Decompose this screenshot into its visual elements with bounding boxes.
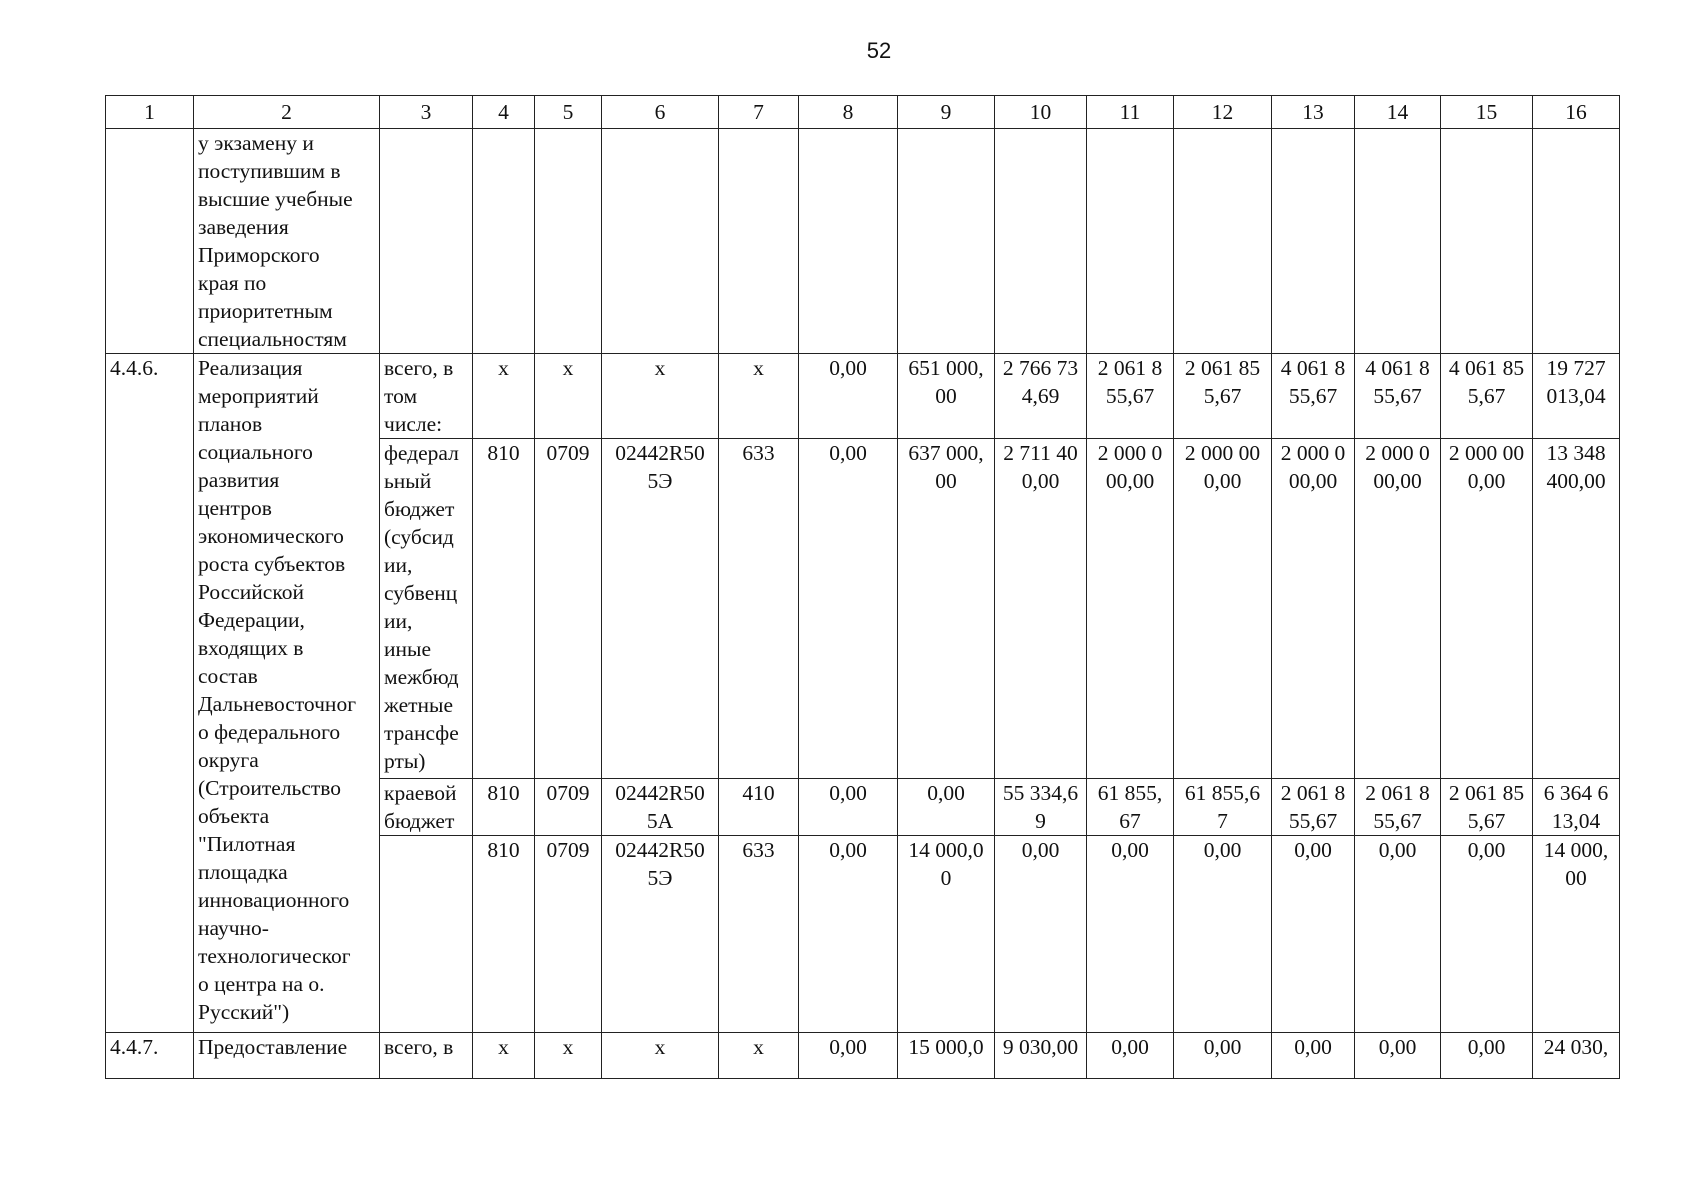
value-col-15 bbox=[1441, 1033, 1533, 1079]
text-line: 0,00 bbox=[1467, 838, 1506, 862]
text-line: том bbox=[384, 384, 418, 408]
value-col-10 bbox=[995, 354, 1087, 439]
text-line: у экзамену и bbox=[198, 131, 314, 155]
value-col-11 bbox=[1087, 1033, 1174, 1079]
text-line: 6 364 6 bbox=[1543, 781, 1609, 805]
value-col-9 bbox=[898, 1033, 995, 1079]
target-article-code bbox=[602, 1033, 719, 1079]
text-line: субвенц bbox=[384, 581, 458, 605]
text-line: 24 030, bbox=[1543, 1035, 1609, 1059]
text-line: 4,69 bbox=[1021, 384, 1060, 408]
text-line: рты) bbox=[384, 749, 426, 773]
value-col-11 bbox=[1087, 354, 1174, 439]
value-col-9 bbox=[898, 836, 995, 1033]
value-col-16 bbox=[1533, 779, 1620, 836]
text-line: 55,67 bbox=[1288, 384, 1338, 408]
text-line: числе: bbox=[384, 412, 443, 436]
col-header-4: 4 bbox=[473, 96, 535, 129]
text-line: 55,67 bbox=[1105, 384, 1155, 408]
text-line: 0,00 bbox=[1378, 1035, 1417, 1059]
text-line: 2 061 8 bbox=[1280, 781, 1346, 805]
col-header-10: 10 bbox=[995, 96, 1087, 129]
text-line: 61 855,6 bbox=[1184, 781, 1261, 805]
text-line: заведения bbox=[198, 215, 289, 239]
text-line: 0,00 bbox=[1111, 838, 1149, 862]
value-col-16 bbox=[1533, 1033, 1620, 1079]
col-header-8: 8 bbox=[799, 96, 898, 129]
text-line: х bbox=[654, 356, 666, 380]
column-numbers-row bbox=[106, 96, 1620, 129]
text-line: 2 061 8 bbox=[1097, 356, 1163, 380]
text-line: 0,00 bbox=[1294, 1035, 1332, 1059]
expense-type-code: 633 bbox=[719, 439, 799, 779]
text-line: о федерального bbox=[198, 720, 341, 744]
text-line: 0,00 bbox=[1203, 469, 1242, 493]
value-col-14 bbox=[1355, 836, 1441, 1033]
value-col-11 bbox=[1087, 439, 1174, 779]
text-line: 0,00 bbox=[1467, 469, 1506, 493]
text-line: 00,00 bbox=[1105, 469, 1155, 493]
col-header-12: 12 bbox=[1174, 96, 1272, 129]
text-line: 02442R50 bbox=[615, 781, 705, 805]
text-line: ьный bbox=[384, 469, 432, 493]
value-col-8 bbox=[799, 439, 898, 779]
value-col-15 bbox=[1441, 439, 1533, 779]
funding-source bbox=[380, 439, 473, 779]
text-line: Дальневосточног bbox=[198, 692, 357, 716]
col-header-15: 15 bbox=[1441, 96, 1533, 129]
text-line: 2 000 00 bbox=[1184, 441, 1261, 465]
target-article-code bbox=[602, 439, 719, 779]
funding-source bbox=[380, 836, 473, 1033]
grbs-code: 810 bbox=[473, 779, 535, 836]
text-line: 5А bbox=[646, 809, 674, 833]
text-line: 2 711 40 bbox=[1003, 441, 1078, 465]
text-line: 15 000,0 bbox=[908, 1035, 984, 1059]
col-header-3: 3 bbox=[380, 96, 473, 129]
cont-number-cell bbox=[106, 129, 194, 354]
text-line: 0,00 bbox=[829, 781, 867, 805]
col-header-14: 14 bbox=[1355, 96, 1441, 129]
text-line: о центра на о. bbox=[198, 972, 325, 996]
value-col-13 bbox=[1272, 354, 1355, 439]
target-article-code bbox=[602, 836, 719, 1033]
text-line: экономического bbox=[198, 524, 344, 548]
value-col-16 bbox=[1533, 439, 1620, 779]
text-line: 14 000,0 bbox=[908, 838, 984, 862]
text-line: 2 766 73 bbox=[1002, 356, 1079, 380]
text-line: 13,04 bbox=[1551, 809, 1601, 833]
col-header-6: 6 bbox=[602, 96, 719, 129]
page-number: 52 bbox=[866, 38, 892, 63]
value-col-12 bbox=[1174, 836, 1272, 1033]
col-header-2: 2 bbox=[194, 96, 380, 129]
value-col-10 bbox=[995, 439, 1087, 779]
text-line: 02442R50 bbox=[615, 838, 705, 862]
section-code: 0709 bbox=[535, 836, 602, 1033]
text-line: 4 061 8 bbox=[1280, 356, 1346, 380]
value-col-15 bbox=[1441, 779, 1533, 836]
col-header-13: 13 bbox=[1272, 96, 1355, 129]
text-line: 5,67 bbox=[1203, 384, 1242, 408]
text-line: ии, bbox=[384, 553, 413, 577]
value-col-15 bbox=[1441, 836, 1533, 1033]
text-line: приоритетным bbox=[198, 299, 333, 323]
funding-source bbox=[380, 779, 473, 836]
text-line: технологическог bbox=[198, 944, 351, 968]
value-col-14 bbox=[1355, 439, 1441, 779]
text-line: 55,67 bbox=[1373, 384, 1422, 408]
text-line: 013,04 bbox=[1546, 384, 1606, 408]
value-col-10 bbox=[995, 1033, 1087, 1079]
text-line: высшие учебные bbox=[198, 187, 353, 211]
value-col-9 bbox=[898, 779, 995, 836]
text-line: 4 061 85 bbox=[1448, 356, 1525, 380]
funding-source bbox=[380, 354, 473, 439]
text-line: 55,67 bbox=[1373, 809, 1422, 833]
section-code: 0709 bbox=[535, 779, 602, 836]
value-col-13 bbox=[1272, 439, 1355, 779]
text-line: входящих в bbox=[198, 636, 304, 660]
value-col-15 bbox=[1441, 354, 1533, 439]
value-col-8 bbox=[799, 354, 898, 439]
text-line: состав bbox=[198, 664, 258, 688]
text-line: бюджет bbox=[384, 497, 455, 521]
text-line: 0,00 bbox=[927, 781, 965, 805]
text-line: инновационного bbox=[198, 888, 350, 912]
value-col-11 bbox=[1087, 836, 1174, 1033]
text-line: 7 bbox=[1217, 809, 1228, 833]
text-line: 0,00 bbox=[1111, 1035, 1149, 1059]
text-line: 400,00 bbox=[1546, 469, 1606, 493]
value-col-13 bbox=[1272, 836, 1355, 1033]
value-col-16 bbox=[1533, 354, 1620, 439]
expense-type-code: 633 bbox=[719, 836, 799, 1033]
text-line: всего, в bbox=[384, 1035, 454, 1059]
grbs-code: 810 bbox=[473, 439, 535, 779]
expense-type-code: х bbox=[719, 354, 799, 439]
text-line: 00,00 bbox=[1288, 469, 1338, 493]
text-line: 0,00 bbox=[829, 1035, 867, 1059]
text-line: всего, в bbox=[384, 356, 454, 380]
text-line: планов bbox=[198, 412, 263, 436]
value-col-13 bbox=[1272, 1033, 1355, 1079]
value-col-13 bbox=[1272, 779, 1355, 836]
text-line: роста субъектов bbox=[198, 552, 346, 576]
text-line: 0,00 bbox=[1021, 469, 1060, 493]
text-line: 00 bbox=[935, 469, 957, 493]
value-col-14 bbox=[1355, 1033, 1441, 1079]
text-line: 4 061 8 bbox=[1365, 356, 1430, 380]
text-line: 55 334,6 bbox=[1002, 781, 1079, 805]
text-line: центров bbox=[198, 496, 272, 520]
text-line: краевой bbox=[384, 781, 457, 805]
value-col-16 bbox=[1533, 836, 1620, 1033]
value-col-8 bbox=[799, 836, 898, 1033]
section-code: х bbox=[535, 354, 602, 439]
text-line: Предоставление bbox=[198, 1035, 348, 1059]
text-line: края по bbox=[198, 271, 267, 295]
text-line: 00 bbox=[935, 384, 957, 408]
text-line: 2 000 0 bbox=[1365, 441, 1430, 465]
col-header-9: 9 bbox=[898, 96, 995, 129]
text-line: мероприятий bbox=[198, 384, 319, 408]
text-line: межбюд bbox=[384, 665, 459, 689]
funding-source bbox=[380, 1033, 473, 1079]
text-line: 19 727 bbox=[1546, 356, 1606, 380]
text-line: Федерации, bbox=[198, 608, 305, 632]
text-line: 0,00 bbox=[1203, 838, 1242, 862]
text-line: трансфе bbox=[384, 721, 459, 745]
text-line: 55,67 bbox=[1288, 809, 1338, 833]
text-line: 5,67 bbox=[1467, 384, 1506, 408]
text-line: бюджет bbox=[384, 809, 455, 833]
text-line: научно- bbox=[198, 916, 269, 940]
text-line: 0,00 bbox=[1467, 1035, 1506, 1059]
col-header-16: 16 bbox=[1533, 96, 1620, 129]
text-line: специальностям bbox=[198, 327, 347, 351]
expense-type-code: 410 bbox=[719, 779, 799, 836]
value-col-10 bbox=[995, 779, 1087, 836]
text-line: 5,67 bbox=[1467, 809, 1506, 833]
text-line: социального bbox=[198, 440, 313, 464]
text-line: 0 bbox=[940, 866, 952, 890]
section-code: х bbox=[535, 1033, 602, 1079]
value-col-14 bbox=[1355, 354, 1441, 439]
text-line: 9 bbox=[1035, 809, 1046, 833]
value-col-12 bbox=[1174, 1033, 1272, 1079]
value-col-12 bbox=[1174, 439, 1272, 779]
expense-type-code: х bbox=[719, 1033, 799, 1079]
text-line: х bbox=[654, 1035, 666, 1059]
text-line: 0,00 bbox=[829, 441, 867, 465]
text-line: 0,00 bbox=[1378, 838, 1417, 862]
text-line: 651 000, bbox=[908, 356, 984, 380]
value-col-8 bbox=[799, 1033, 898, 1079]
text-line: 14 000, bbox=[1543, 838, 1609, 862]
text-line: площадка bbox=[198, 860, 288, 884]
value-col-12 bbox=[1174, 354, 1272, 439]
item-number: 4.4.6. bbox=[106, 354, 194, 1033]
text-line: жетные bbox=[384, 693, 454, 717]
text-line: 2 061 85 bbox=[1448, 781, 1525, 805]
text-line: 2 000 00 bbox=[1448, 441, 1525, 465]
text-line: 637 000, bbox=[908, 441, 984, 465]
text-line: (Строительство bbox=[198, 776, 342, 800]
text-line: ии, bbox=[384, 609, 413, 633]
text-line: 0,00 bbox=[1203, 1035, 1242, 1059]
text-line: 02442R50 bbox=[615, 441, 705, 465]
text-line: 9 030,00 bbox=[1002, 1035, 1079, 1059]
text-line: федерал bbox=[384, 441, 459, 465]
text-line: Реализация bbox=[198, 356, 303, 380]
text-line: Приморского bbox=[198, 243, 320, 267]
text-line: 2 000 0 bbox=[1097, 441, 1163, 465]
text-line: 5Э bbox=[647, 469, 673, 493]
text-line: 2 061 85 bbox=[1184, 356, 1261, 380]
col-header-11: 11 bbox=[1087, 96, 1174, 129]
text-line: 13 348 bbox=[1546, 441, 1606, 465]
continuation-row bbox=[106, 129, 1620, 354]
text-line: Русский") bbox=[198, 1000, 290, 1024]
grbs-code: х bbox=[473, 1033, 535, 1079]
text-line: 5Э bbox=[647, 866, 673, 890]
grbs-code: х bbox=[473, 354, 535, 439]
text-line: 00,00 bbox=[1373, 469, 1422, 493]
value-col-9 bbox=[898, 439, 995, 779]
text-line: 61 855, bbox=[1097, 781, 1163, 805]
text-line: 2 061 8 bbox=[1365, 781, 1430, 805]
value-col-14 bbox=[1355, 779, 1441, 836]
text-line: 67 bbox=[1119, 809, 1141, 833]
cont-name-cell bbox=[194, 129, 380, 354]
text-line: объекта bbox=[198, 804, 270, 828]
col-header-5: 5 bbox=[535, 96, 602, 129]
text-line: 0,00 bbox=[829, 838, 867, 862]
item-name bbox=[194, 1033, 380, 1079]
target-article-code bbox=[602, 779, 719, 836]
text-line: (субсид bbox=[384, 525, 454, 549]
value-col-9 bbox=[898, 354, 995, 439]
value-col-10 bbox=[995, 836, 1087, 1033]
text-line: поступившим в bbox=[198, 159, 341, 183]
text-line: 0,00 bbox=[829, 356, 867, 380]
item-number: 4.4.7. bbox=[106, 1033, 194, 1079]
item-name bbox=[194, 354, 380, 1033]
col-header-7: 7 bbox=[719, 96, 799, 129]
text-line: 0,00 bbox=[1294, 838, 1332, 862]
budget-table bbox=[105, 95, 1620, 1079]
text-line: 2 000 0 bbox=[1280, 441, 1346, 465]
text-line: развития bbox=[198, 468, 280, 492]
value-col-11 bbox=[1087, 779, 1174, 836]
grbs-code: 810 bbox=[473, 836, 535, 1033]
item-447-total-row bbox=[106, 1033, 1620, 1079]
text-line: 00 bbox=[1565, 866, 1587, 890]
value-col-8 bbox=[799, 779, 898, 836]
col-header-1: 1 bbox=[106, 96, 194, 129]
text-line: Российской bbox=[198, 580, 304, 604]
target-article-code bbox=[602, 354, 719, 439]
value-col-12 bbox=[1174, 779, 1272, 836]
section-code: 0709 bbox=[535, 439, 602, 779]
item-446-total-row bbox=[106, 354, 1620, 439]
text-line: "Пилотная bbox=[198, 832, 296, 856]
text-line: округа bbox=[198, 748, 259, 772]
text-line: 0,00 bbox=[1021, 838, 1060, 862]
text-line: иные bbox=[384, 637, 431, 661]
